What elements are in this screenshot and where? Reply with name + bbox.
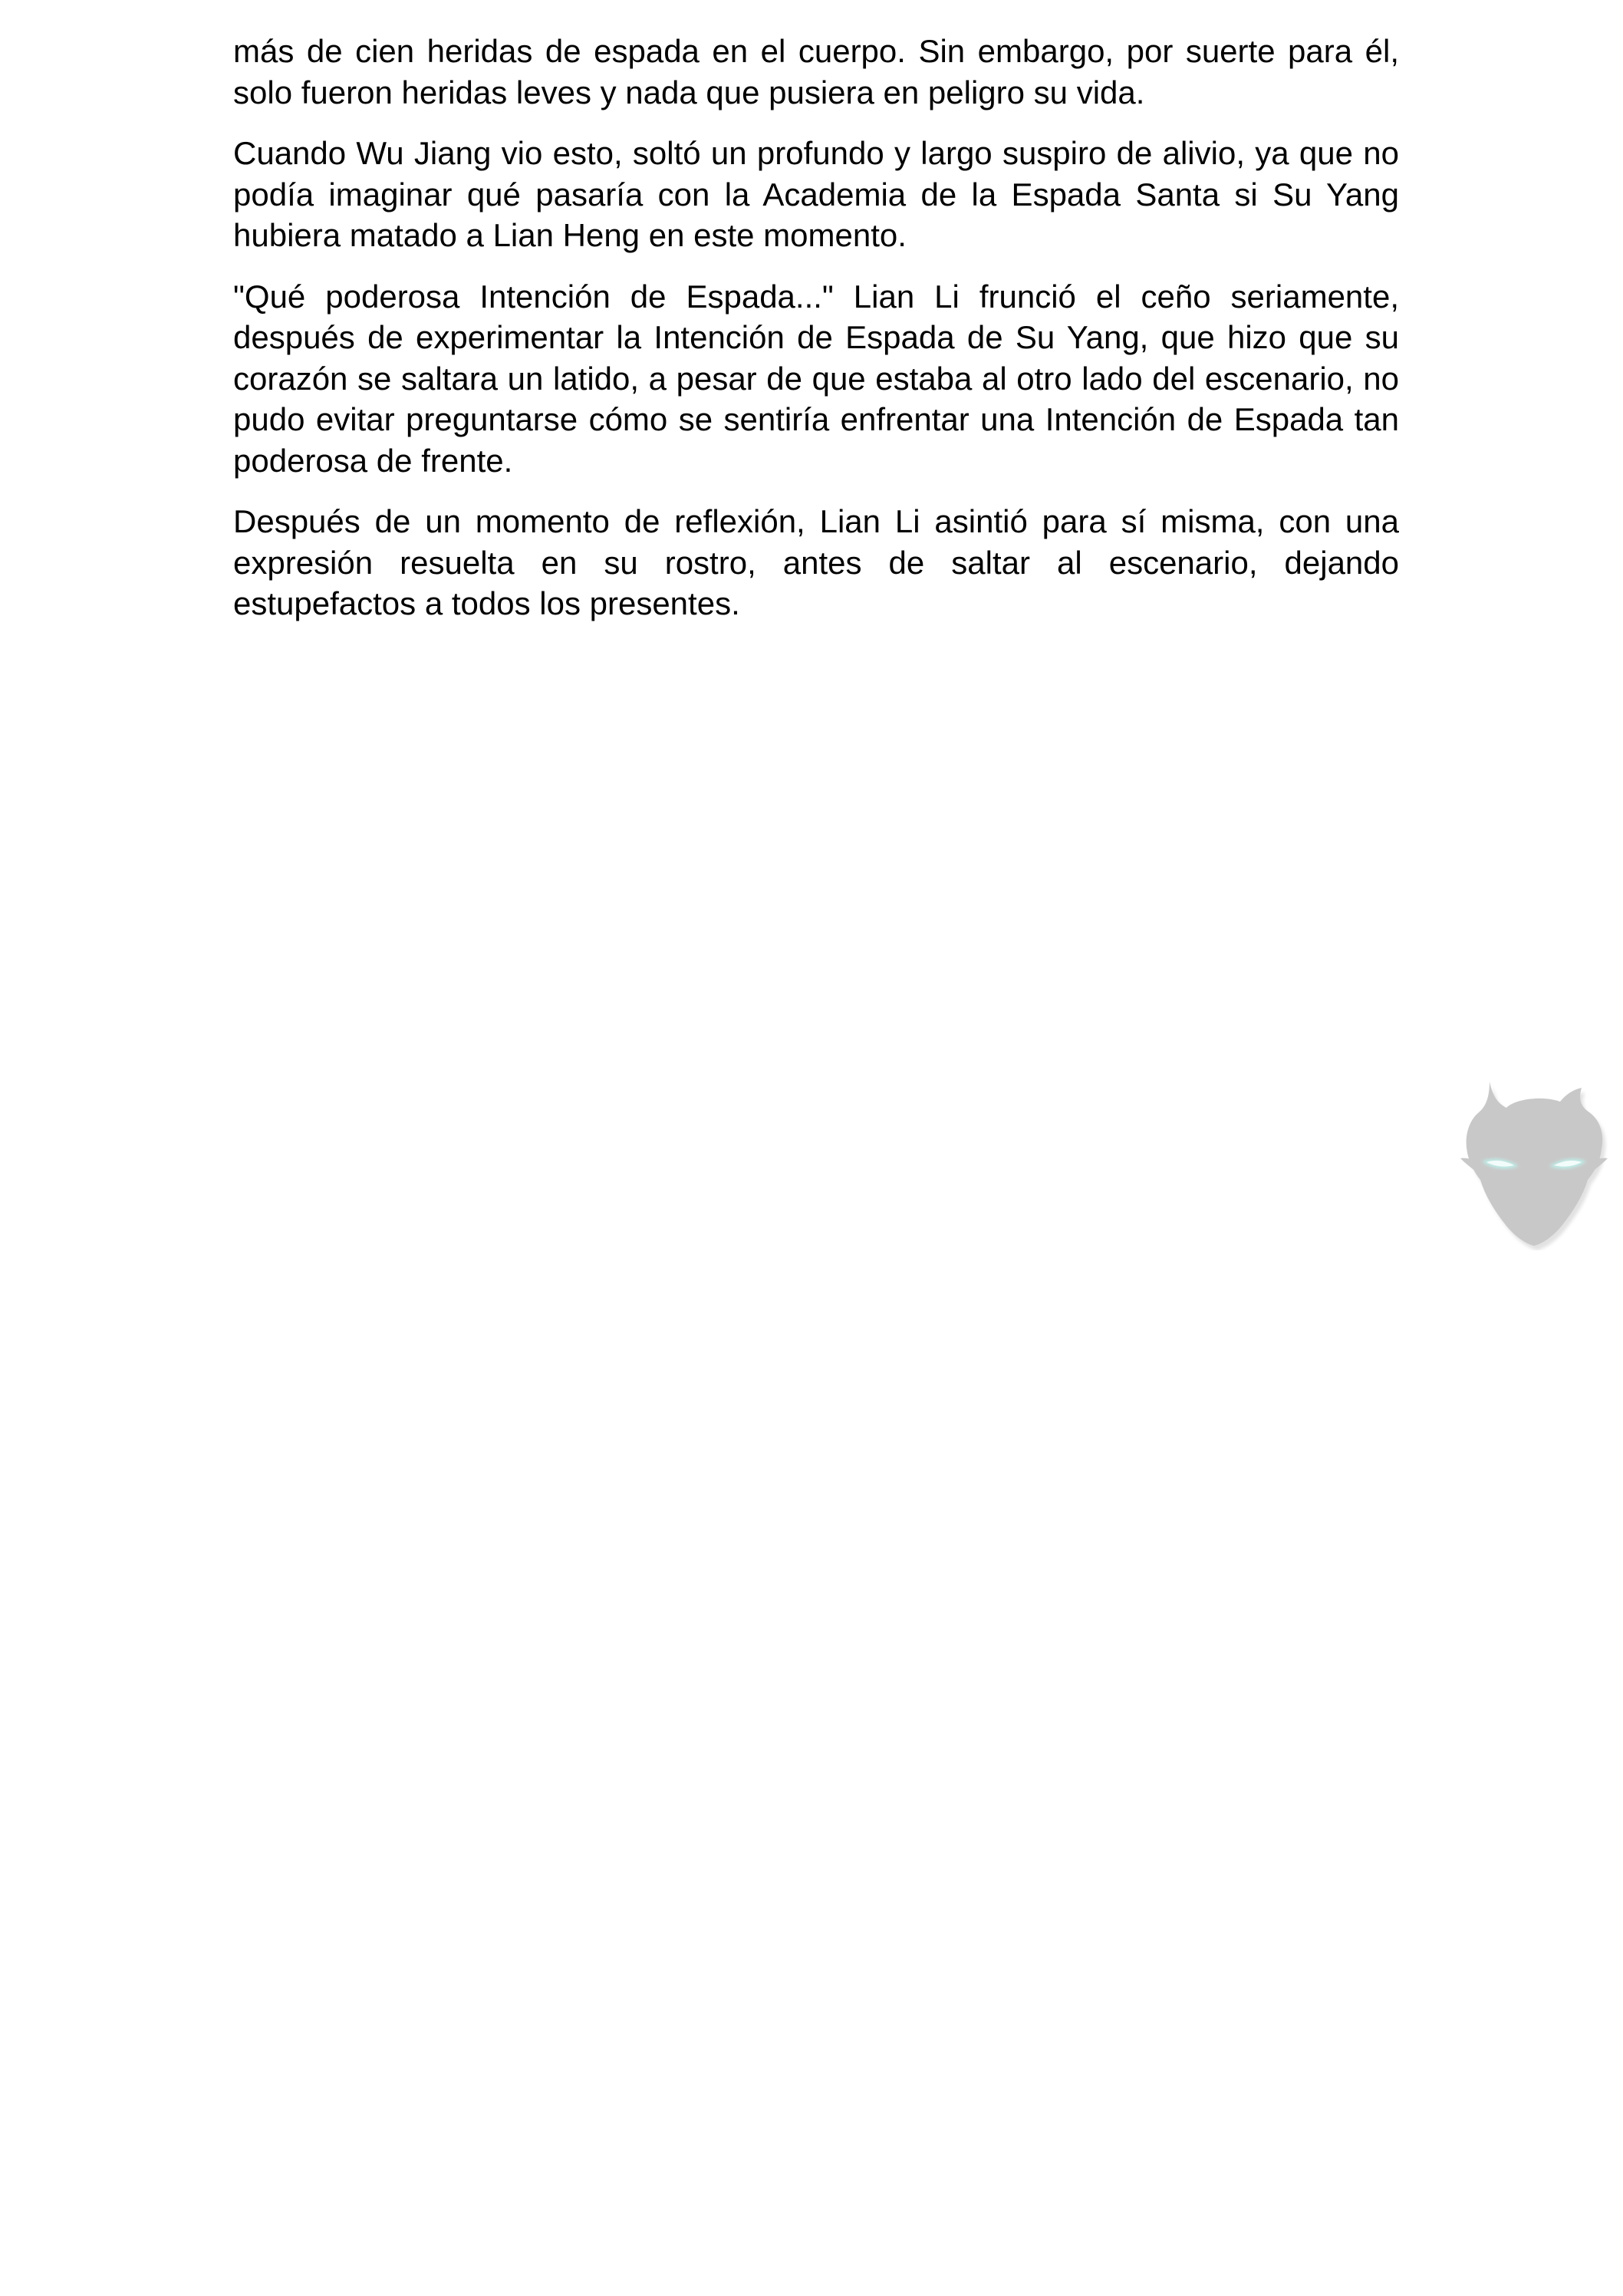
document-body bbox=[233, 31, 1399, 644]
paragraph-2: Cuando Wu Jiang vio esto, soltó un profundo y largo suspiro de alivio, ya que no podía imaginar qué pasaría con la Academia de la Espada Santa si Su Yang hubiera matado a Lian Heng en este momento. bbox=[233, 135, 1399, 253]
paragraph-4: Después de un momento de reflexión, Lian Li asintió para sí misma, con una expresión resuelta en su rostro, antes de saltar al escenario, dejando estupefactos a todos los presentes. bbox=[233, 503, 1399, 621]
paragraph-3: "Qué poderosa Intención de Espada..." Lian Li frunció el ceño seriamente, después de experimentar la Intención de Espada de Su Yang, que hizo que su corazón se saltara un latido, a pesar de que estaba al otro lado del escenario, no pudo evitar preguntarse cómo se sentiría enfrentar una Intención de Espada tan poderosa de frente. bbox=[233, 278, 1399, 479]
demon-head-logo-icon bbox=[1459, 1072, 1609, 1250]
paragraph-1: más de cien heridas de espada en el cuerpo. Sin embargo, por suerte para él, solo fueron heridas leves y nada que pusiera en peligro su vida. bbox=[233, 33, 1399, 110]
